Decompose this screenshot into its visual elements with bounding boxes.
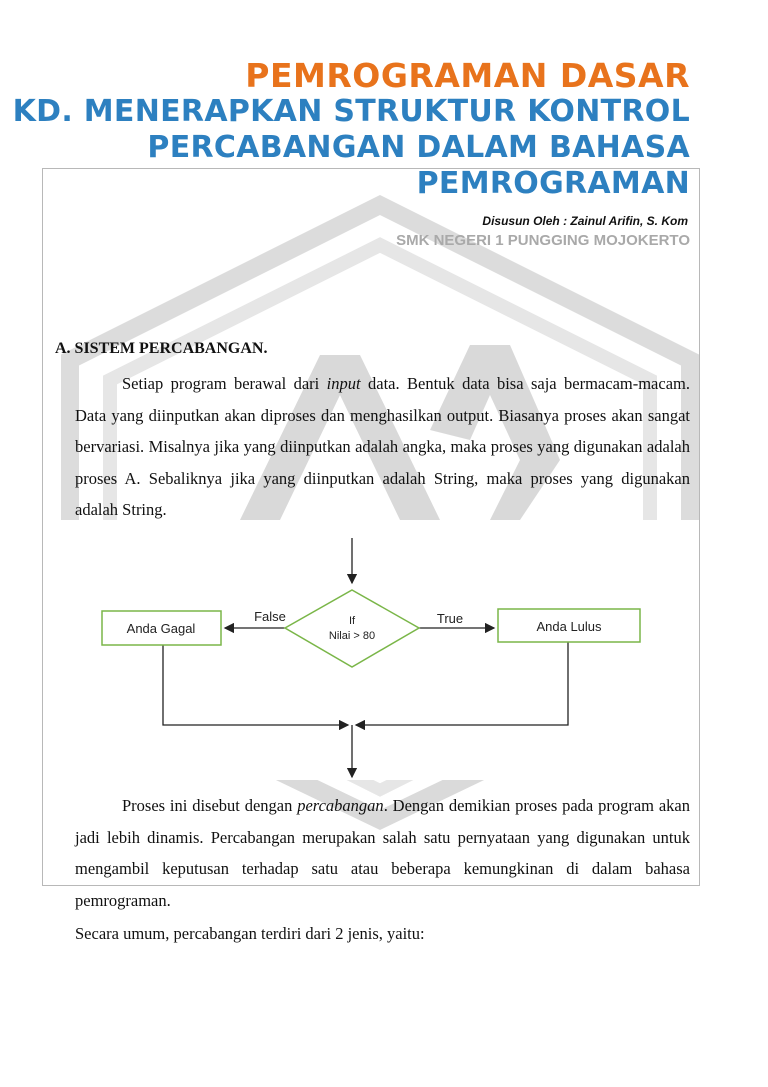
paragraph-percabangan-text-a: Proses ini disebut dengan [122,796,298,815]
box-anda-lulus-label: Anda Lulus [536,619,602,634]
decision-label-condition: Nilai > 80 [328,630,376,642]
paragraph-percabangan [75,790,690,916]
doc-subtitle-line-2: PERCABANGAN DALAM BAHASA [147,130,690,165]
paragraph-intro-text-a: Setiap program berawal dari [122,374,327,393]
section-heading: A. SISTEM PERCABANGAN. [55,340,268,357]
doc-title: PEMROGRAMAN DASAR [245,56,690,95]
doc-subtitle-line-1: KD. MENERAPKAN STRUKTUR KONTROL [12,94,690,129]
true-label: True [436,611,464,626]
box-anda-gagal-label: Anda Gagal [126,621,196,636]
school-name: SMK NEGERI 1 PUNGGING MOJOKERTO [396,232,690,249]
paragraph-intro-italic: input [326,374,361,393]
paragraph-intro-text-b: data. Bentuk data bisa saja bermacam-macam. Data yang diinputkan akan diproses dan menghasilkan output. Biasanya proses akan sangat bervariasi. Misalnya jika yang diinputkan adalah angka, maka proses yang digunakan adalah proses A. Sebaliknya jika yang diinputkan adalah String, maka proses yang digunakan adalah String. [75,374,690,519]
author-line: Disusun Oleh : Zainul Arifin, S. Kom [482,214,688,228]
decision-label-if: If [348,615,356,627]
doc-subtitle-line-3: PEMROGRAMAN [416,166,690,201]
paragraph-percabangan-text-b: . Dengan demikian proses pada program akan jadi lebih dinamis. Percabangan merupakan salah satu pernyataan yang digunakan untuk mengambil keputusan terhadap satu atau beberapa kemungkinan di dalam bahasa pemrograman. [75,796,690,910]
paragraph-jenis: Secara umum, percabangan terdiri dari 2 jenis, yaitu: [75,924,425,943]
false-label: False [254,609,286,624]
paragraph-percabangan-italic: percabangan [297,796,384,815]
